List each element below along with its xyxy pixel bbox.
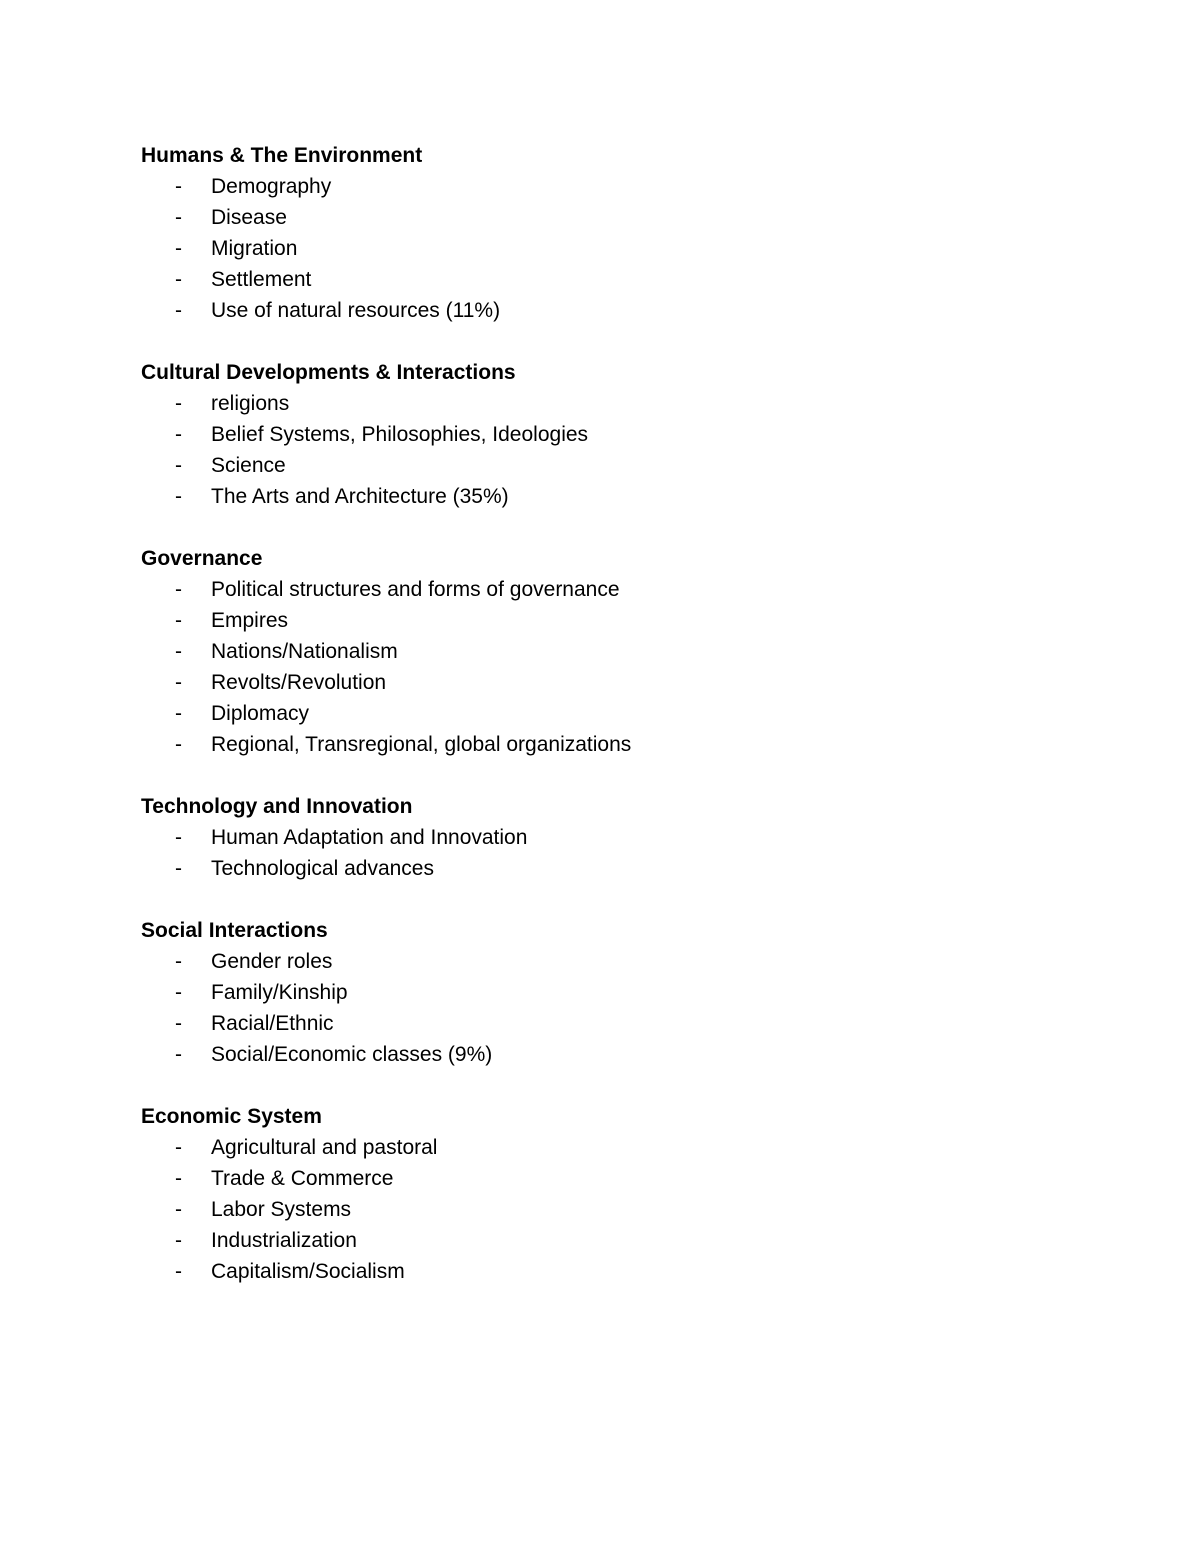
dash-bullet: - [175,609,182,632]
dash-bullet: - [175,702,182,725]
list-item [141,233,1141,264]
dash-bullet: - [175,1012,182,1035]
list-item-text: Demography [211,175,332,198]
list-item [141,1163,1141,1194]
list-item [141,729,1141,760]
list-item-text: Trade & Commerce [211,1167,394,1190]
list-item-text: Empires [211,609,289,632]
list-item-text: Migration [211,237,298,260]
document-body [141,140,1141,1318]
section-heading: Cultural Developments & Interactions [141,361,516,384]
list-item [141,1008,1141,1039]
section [141,357,1141,512]
list-item [141,1256,1141,1287]
list-item [141,698,1141,729]
dash-bullet: - [175,268,182,291]
dash-bullet: - [175,1167,182,1190]
list-item-text: Use of natural resources (11%) [211,299,501,322]
list-item-text: Racial/Ethnic [211,1012,334,1035]
dash-bullet: - [175,1229,182,1252]
bullet-list [141,388,1141,512]
list-item [141,295,1141,326]
dash-bullet: - [175,671,182,694]
section [141,915,1141,1070]
list-item-text: Labor Systems [211,1198,352,1221]
section [141,1101,1141,1287]
list-item-text: Social/Economic classes (9%) [211,1043,493,1066]
list-item-text: Revolts/Revolution [211,671,387,694]
list-item [141,574,1141,605]
dash-bullet: - [175,981,182,1004]
list-item [141,822,1141,853]
list-item-text: Nations/Nationalism [211,640,398,663]
dash-bullet: - [175,485,182,508]
list-item-text: Regional, Transregional, global organizations [211,733,632,756]
section-heading: Technology and Innovation [141,795,413,818]
section-heading: Governance [141,547,263,570]
list-item-text: Industrialization [211,1229,357,1252]
list-item [141,264,1141,295]
list-item-text: Capitalism/Socialism [211,1260,405,1283]
dash-bullet: - [175,733,182,756]
section-heading: Humans & The Environment [141,144,423,167]
section [141,140,1141,326]
dash-bullet: - [175,454,182,477]
dash-bullet: - [175,1198,182,1221]
list-item-text: Family/Kinship [211,981,348,1004]
list-item-text: The Arts and Architecture (35%) [211,485,509,508]
list-item [141,977,1141,1008]
section [141,543,1141,760]
section-heading: Economic System [141,1105,322,1128]
list-item-text: Disease [211,206,287,229]
dash-bullet: - [175,1043,182,1066]
list-item [141,667,1141,698]
list-item [141,1132,1141,1163]
bullet-list [141,946,1141,1070]
list-item [141,202,1141,233]
list-item-text: Belief Systems, Philosophies, Ideologies [211,423,589,446]
bullet-list [141,1132,1141,1287]
list-item [141,481,1141,512]
list-item-text: Gender roles [211,950,333,973]
section [141,791,1141,884]
dash-bullet: - [175,857,182,880]
dash-bullet: - [175,237,182,260]
dash-bullet: - [175,826,182,849]
list-item-text: Agricultural and pastoral [211,1136,438,1159]
list-item-text: Diplomacy [211,702,310,725]
dash-bullet: - [175,423,182,446]
list-item [141,1225,1141,1256]
list-item [141,946,1141,977]
list-item [141,388,1141,419]
dash-bullet: - [175,1136,182,1159]
dash-bullet: - [175,175,182,198]
dash-bullet: - [175,299,182,322]
list-item-text: Political structures and forms of governance [211,578,620,601]
dash-bullet: - [175,392,182,415]
list-item [141,450,1141,481]
bullet-list [141,171,1141,326]
section-heading: Social Interactions [141,919,328,942]
list-item-text: Science [211,454,286,477]
list-item [141,636,1141,667]
dash-bullet: - [175,640,182,663]
list-item [141,171,1141,202]
bullet-list [141,574,1141,760]
dash-bullet: - [175,206,182,229]
list-item [141,853,1141,884]
list-item [141,1194,1141,1225]
list-item [141,605,1141,636]
list-item [141,419,1141,450]
list-item [141,1039,1141,1070]
list-item-text: Human Adaptation and Innovation [211,826,528,849]
list-item-text: Settlement [211,268,312,291]
dash-bullet: - [175,950,182,973]
list-item-text: religions [211,392,290,415]
dash-bullet: - [175,1260,182,1283]
bullet-list [141,822,1141,884]
dash-bullet: - [175,578,182,601]
list-item-text: Technological advances [211,857,434,880]
